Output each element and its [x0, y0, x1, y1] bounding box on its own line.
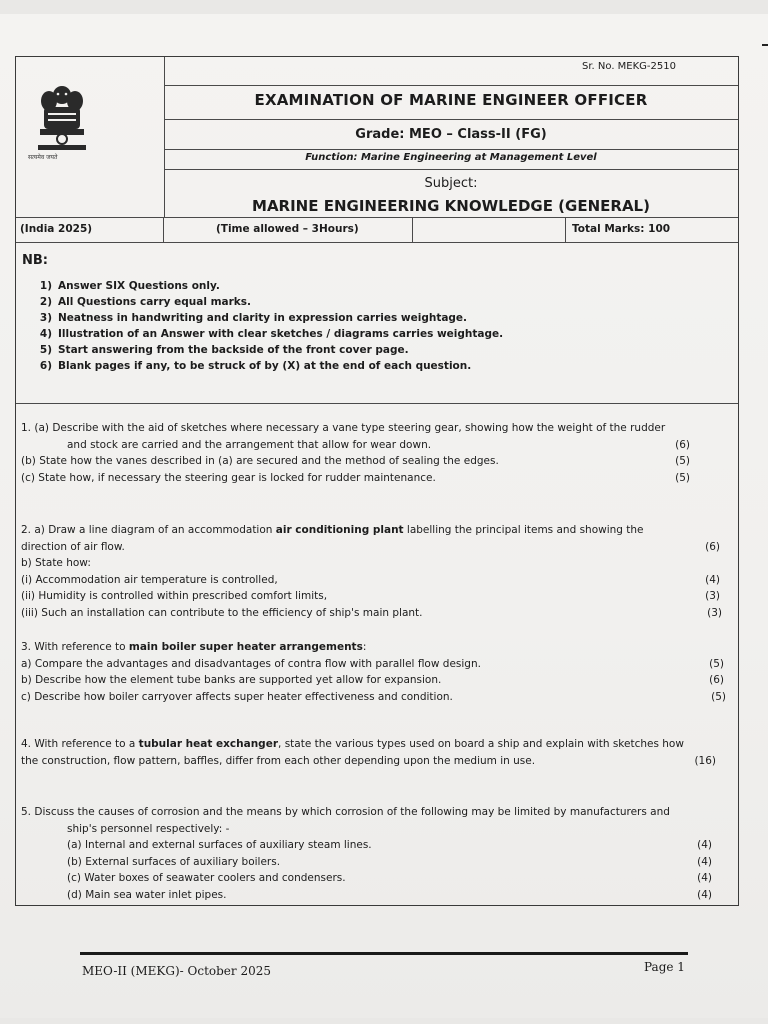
exam-title: EXAMINATION OF MARINE ENGINEER OFFICER [254, 91, 648, 109]
marks: (4) [697, 839, 712, 851]
question-line: c) Describe how boiler carryover affects super heater effectiveness and condition. (5) [21, 689, 730, 706]
subject-label: Subject: [424, 176, 478, 191]
marks: (6) [705, 540, 720, 553]
question-line: (a) Internal and external surfaces of auxiliary steam lines. (4) [21, 837, 730, 854]
section-divider [16, 403, 738, 404]
instruction-item: 6) Blank pages if any, to be struck of by (X) at the end of each question. [39, 360, 472, 372]
marks: (6) [675, 438, 690, 451]
title-block [164, 57, 738, 217]
question-line: (b) State how the vanes described in (a) are secured and the method of sealing the edges. (5) [21, 453, 730, 470]
question-line: b) Describe how the element tube banks are supported yet allow for expansion. (6) [21, 672, 730, 689]
question-line: (c) Water boxes of seawater coolers and condensers. (4) [21, 870, 730, 887]
grade-label: Grade: MEO – Class-II (FG) [355, 127, 547, 142]
total-marks: Total Marks: 100 [572, 223, 671, 235]
instructions-list [26, 278, 503, 374]
exam-paper-page [0, 14, 768, 1018]
nb-heading: NB: [22, 253, 48, 268]
question-5 [21, 804, 730, 903]
question-line: ship's personnel respectively: - [67, 822, 230, 835]
instruction-item: 5) Start answering from the backside of the front cover page. [39, 344, 409, 356]
marks: (3) [705, 590, 720, 602]
marks: (4) [697, 888, 712, 901]
instruction-item: 3) Neatness in handwriting and clarity in expression carries weightage. [39, 312, 468, 324]
marks: (6) [709, 674, 724, 686]
question-text: 5. Discuss the causes of corrosion and the means by which corrosion of the following may be limited by manufacturers and [21, 806, 670, 818]
instruction-item: 4) Illustration of an Answer with clear sketches / diagrams carries weightage. [39, 328, 504, 340]
exam-year: (India 2025) [20, 223, 93, 235]
marks: (3) [707, 606, 722, 619]
question-line: (d) Main sea water inlet pipes. (4) [21, 887, 730, 904]
question-3 [21, 639, 730, 705]
question-line: 4. With reference to a tubular heat exchanger, state the various types used on board a ship and explain with sketches how [21, 738, 684, 750]
question-line: 3. With reference to main boiler super heater arrangements: [21, 641, 367, 653]
footer-rule [80, 952, 688, 955]
marks: (5) [711, 690, 726, 703]
year-cell [16, 218, 164, 242]
edge-mark [762, 44, 768, 46]
serial-number: Sr. No. MEKG-2510 [582, 61, 676, 72]
time-cell [164, 218, 413, 242]
question-text: 1. (a) Describe with the aid of sketches where necessary a vane type steering gear, showing how the weight of the rudder [21, 422, 666, 434]
question-4 [21, 736, 730, 769]
subject-title: MARINE ENGINEERING KNOWLEDGE (GENERAL) [252, 197, 650, 215]
marks: (4) [705, 573, 720, 586]
instruction-item: 2) All Questions carry equal marks. [39, 296, 252, 308]
marks: (16) [694, 754, 716, 767]
paper-header [16, 57, 738, 241]
marks: (5) [675, 455, 690, 467]
question-line: a) Compare the advantages and disadvantages of contra flow with parallel flow design. (5) [21, 656, 730, 673]
blank-cell [413, 218, 566, 242]
footer-paper-code: MEO-II (MEKG)- October 2025 [82, 964, 271, 978]
exam-info-row [16, 217, 738, 243]
question-line: the construction, flow pattern, baffles, differ from each other depending upon the medium in use. (16) [21, 753, 730, 770]
function-label: Function: Marine Engineering at Management Level [305, 152, 597, 163]
question-line: (ii) Humidity is controlled within prescribed comfort limits, (3) [21, 588, 730, 605]
marks: (5) [709, 657, 724, 670]
question-line: (b) External surfaces of auxiliary boilers. (4) [21, 854, 730, 871]
question-1 [21, 420, 730, 486]
national-emblem-icon [34, 81, 90, 153]
question-line: direction of air flow. (6) [21, 539, 730, 556]
emblem-caption: सत्यमेव जयते [28, 154, 58, 161]
time-allowed: (Time allowed – 3Hours) [216, 223, 359, 235]
marks: (5) [675, 471, 690, 484]
marks: (4) [697, 872, 712, 884]
question-2 [21, 522, 730, 621]
question-line: (c) State how, if necessary the steering gear is locked for rudder maintenance. (5) [21, 470, 730, 487]
emblem-cell [16, 57, 165, 217]
instruction-item: 1) Answer SIX Questions only. [39, 280, 220, 292]
question-line: (iii) Such an installation can contribute to the efficiency of ship's main plant. (3) [21, 605, 730, 622]
question-line: b) State how: [21, 557, 91, 569]
question-paper-frame [15, 56, 739, 906]
footer-page-number: Page 1 [644, 960, 685, 974]
question-line: 2. a) Draw a line diagram of an accommodation air conditioning plant labelling the principal items and showing the [21, 524, 644, 536]
question-line: and stock are carried and the arrangement that allow for wear down. (6) [21, 437, 730, 454]
marks-cell [566, 218, 738, 242]
question-line: (i) Accommodation air temperature is controlled, (4) [21, 572, 730, 589]
marks: (4) [697, 855, 712, 868]
